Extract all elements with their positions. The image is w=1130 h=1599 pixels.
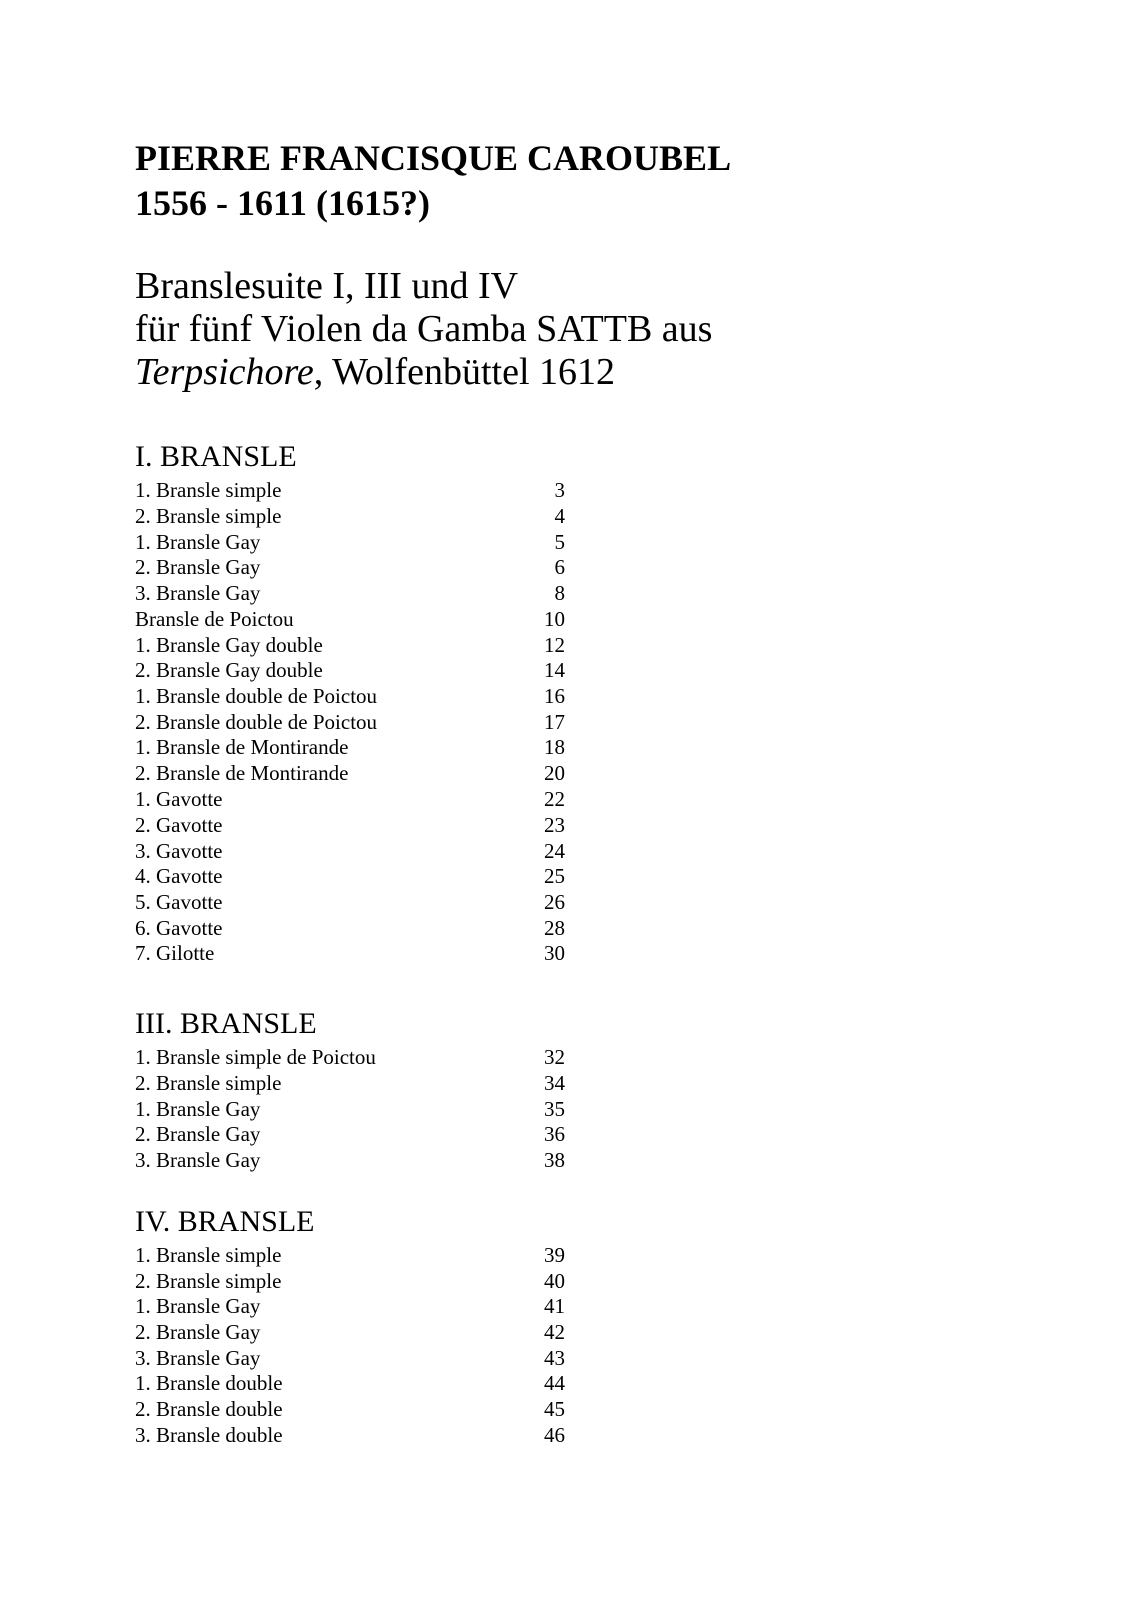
toc-entry — [135, 1396, 565, 1422]
subtitle-line-1: Branslesuite I, III und IV — [135, 265, 519, 307]
toc-entry — [135, 1096, 565, 1122]
toc-entry — [135, 734, 565, 760]
entry-page: 40 — [544, 1269, 565, 1293]
entry-title: 1. Bransle simple — [135, 1243, 282, 1267]
toc-entry — [135, 838, 565, 864]
toc-entry — [135, 1121, 565, 1147]
toc-entry — [135, 940, 565, 966]
toc-entry — [135, 1044, 565, 1070]
entry-page: 10 — [544, 607, 565, 631]
toc-entry — [135, 709, 565, 735]
entry-page: 3 — [554, 478, 565, 502]
entry-title: 2. Bransle Gay — [135, 555, 261, 579]
toc-entry — [135, 1293, 565, 1319]
section-title: IV. BRANSLE — [135, 1205, 315, 1238]
entry-title: 2. Bransle Gay double — [135, 658, 323, 682]
entry-title: Bransle de Poictou — [135, 607, 294, 631]
section-title: III. BRANSLE — [135, 1007, 317, 1040]
toc-entry — [135, 915, 565, 941]
toc-entry — [135, 863, 565, 889]
entry-page: 14 — [544, 658, 565, 682]
entry-page: 39 — [544, 1243, 565, 1267]
work-title: Terpsichore — [135, 351, 314, 393]
entry-page: 24 — [544, 839, 565, 863]
entry-page: 46 — [544, 1423, 565, 1447]
entry-page: 5 — [554, 530, 565, 554]
entry-title: 2. Bransle simple — [135, 1071, 282, 1095]
entry-title: 2. Bransle double de Poictou — [135, 710, 378, 734]
entry-page: 36 — [544, 1122, 565, 1146]
toc-entry — [135, 786, 565, 812]
entry-page: 4 — [554, 504, 565, 528]
toc-entry — [135, 503, 565, 529]
entry-page: 43 — [544, 1346, 565, 1370]
toc-entry — [135, 632, 565, 658]
toc-entry — [135, 1147, 565, 1173]
toc-entry — [135, 812, 565, 838]
entry-page: 20 — [544, 761, 565, 785]
entry-title: 1. Bransle double de Poictou — [135, 684, 378, 708]
toc-entry — [135, 1422, 565, 1448]
entry-title: 2. Bransle simple — [135, 504, 282, 528]
entry-page: 41 — [544, 1294, 565, 1318]
entry-title: 1. Bransle Gay double — [135, 633, 323, 657]
entry-page: 34 — [544, 1071, 565, 1095]
entry-page: 12 — [544, 633, 565, 657]
toc-entry — [135, 1242, 565, 1268]
entry-title: 2. Bransle de Montirande — [135, 761, 349, 785]
toc-entry — [135, 683, 565, 709]
entry-page: 42 — [544, 1320, 565, 1344]
subtitle-line-2: für fünf Violen da Gamba SATTB aus — [135, 308, 713, 350]
entry-page: 26 — [544, 890, 565, 914]
entry-title: 7. Gilotte — [135, 941, 215, 965]
entry-title: 4. Gavotte — [135, 864, 223, 888]
entry-page: 17 — [544, 710, 565, 734]
entry-title: 3. Bransle Gay — [135, 1346, 261, 1370]
entry-page: 35 — [544, 1097, 565, 1121]
entry-title: 1. Bransle Gay — [135, 1294, 261, 1318]
entry-page: 25 — [544, 864, 565, 888]
entry-page: 38 — [544, 1148, 565, 1172]
entry-title: 1. Gavotte — [135, 787, 223, 811]
entry-title: 2. Gavotte — [135, 813, 223, 837]
entry-title: 2. Bransle double — [135, 1397, 283, 1421]
entry-title: 5. Gavotte — [135, 890, 223, 914]
toc-entry — [135, 529, 565, 555]
entry-page: 44 — [544, 1371, 565, 1395]
entry-title: 1. Bransle double — [135, 1371, 283, 1395]
entry-title: 3. Bransle Gay — [135, 1148, 261, 1172]
entry-page: 28 — [544, 916, 565, 940]
entry-title: 3. Bransle Gay — [135, 581, 261, 605]
entry-title: 6. Gavotte — [135, 916, 223, 940]
entry-page: 30 — [544, 941, 565, 965]
toc-entry — [135, 889, 565, 915]
toc-entry — [135, 1370, 565, 1396]
entry-title: 3. Gavotte — [135, 839, 223, 863]
entry-title: 1. Bransle Gay — [135, 530, 261, 554]
toc-entry — [135, 1070, 565, 1096]
composer-dates: 1556 - 1611 (1615?) — [135, 183, 430, 223]
toc-entry — [135, 1345, 565, 1371]
entry-title: 3. Bransle double — [135, 1423, 283, 1447]
entry-title: 1. Bransle simple — [135, 478, 282, 502]
toc-entry — [135, 1268, 565, 1294]
toc-entry — [135, 606, 565, 632]
entry-page: 18 — [544, 735, 565, 759]
toc-entry — [135, 1319, 565, 1345]
entry-title: 2. Bransle Gay — [135, 1122, 261, 1146]
entry-page: 6 — [554, 555, 565, 579]
entry-title: 2. Bransle Gay — [135, 1320, 261, 1344]
toc-entry — [135, 554, 565, 580]
entry-page: 8 — [554, 581, 565, 605]
toc-entry — [135, 477, 565, 503]
entry-page: 32 — [544, 1045, 565, 1069]
entry-page: 23 — [544, 813, 565, 837]
subtitle-line-3 — [135, 353, 615, 391]
entry-title: 1. Bransle Gay — [135, 1097, 261, 1121]
entry-title: 2. Bransle simple — [135, 1269, 282, 1293]
entry-title: 1. Bransle de Montirande — [135, 735, 349, 759]
toc-entry — [135, 657, 565, 683]
entry-title: 1. Bransle simple de Poictou — [135, 1045, 376, 1069]
toc-entry — [135, 580, 565, 606]
entry-page: 22 — [544, 787, 565, 811]
toc-entry — [135, 760, 565, 786]
entry-page: 16 — [544, 684, 565, 708]
publication-info: , Wolfenbüttel 1612 — [313, 351, 616, 393]
section-title: I. BRANSLE — [135, 440, 297, 473]
composer-name: PIERRE FRANCISQUE CAROUBEL — [135, 138, 732, 178]
entry-page: 45 — [544, 1397, 565, 1421]
